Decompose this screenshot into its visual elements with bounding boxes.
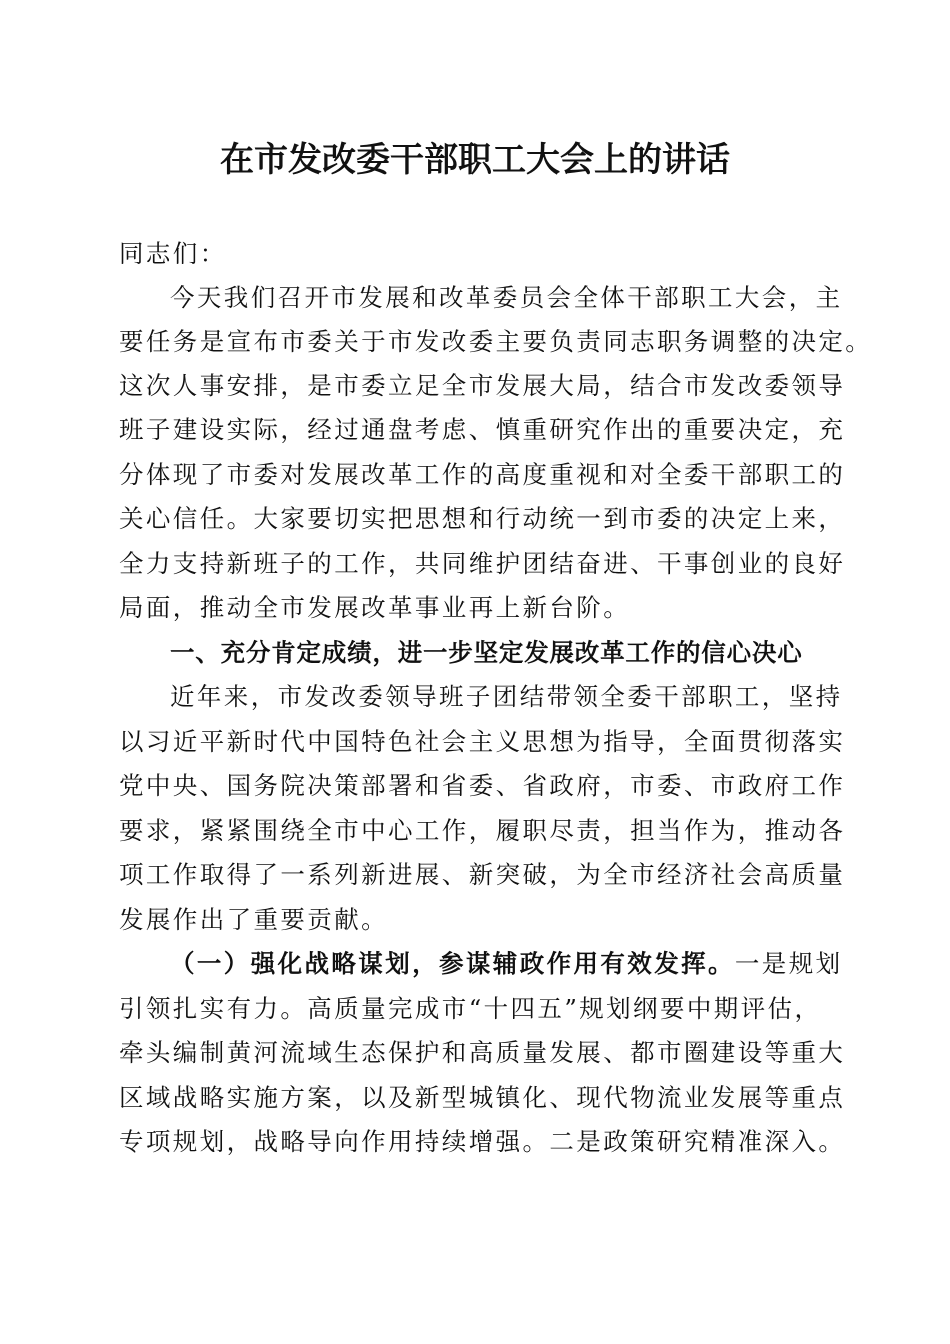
paragraph-2-line: 要求，紧紧围绕全市中心工作，履职尽责，担当作为，推动各 — [119, 816, 846, 845]
paragraph-2-line: 发展作出了重要贡献。 — [119, 905, 388, 934]
paragraph-3-line: 引领扎实有力。高质量完成市“十四五”规划纲要中期评估， — [119, 994, 822, 1023]
paragraph-1-line: 分体现了市委对发展改革工作的高度重视和对全委干部职工的 — [119, 460, 846, 489]
paragraph-2-line: 近年来，市发改委领导班子团结带领全委干部职工，坚持 — [170, 682, 843, 711]
paragraph-1-line: 这次人事安排，是市委立足全市发展大局，结合市发改委领导 — [119, 371, 846, 400]
paragraph-2-line: 项工作取得了一系列新进展、新突破，为全市经济社会高质量 — [119, 860, 846, 889]
salutation: 同志们： — [119, 239, 227, 268]
paragraph-3-line: 区域战略实施方案，以及新型城镇化、现代物流业发展等重点 — [119, 1083, 846, 1112]
paragraph-1-line: 班子建设实际，经过通盘考虑、慎重研究作出的重要决定，充 — [119, 415, 846, 444]
section-heading-1: 一、充分肯定成绩，进一步坚定发展改革工作的信心决心 — [170, 638, 803, 667]
paragraph-1-line: 今天我们召开市发展和改革委员会全体干部职工大会，主 — [170, 283, 843, 312]
paragraph-1-line: 全力支持新班子的工作，共同维护团结奋进、干事创业的良好 — [119, 549, 846, 578]
document-title: 在市发改委干部职工大会上的讲话 — [220, 140, 730, 180]
paragraph-2-line: 党中央、国务院决策部署和省委、省政府，市委、市政府工作 — [119, 771, 846, 800]
paragraph-3-line: 牵头编制黄河流域生态保护和高质量发展、都市圈建设等重大 — [119, 1038, 846, 1067]
paragraph-3-first-line — [170, 944, 843, 984]
paragraph-3-line: 专项规划，战略导向作用持续增强。二是政策研究精准深入。 — [119, 1127, 846, 1156]
subsection-heading: （一）强化战略谋划，参谋辅政作用有效发挥。 — [170, 949, 735, 978]
paragraph-1-line: 关心信任。大家要切实把思想和行动统一到市委的决定上来， — [119, 504, 846, 533]
paragraph-2-line: 以习近平新时代中国特色社会主义思想为指导，全面贯彻落实 — [119, 727, 846, 756]
paragraph-3-lead-text: 一是规划 — [734, 949, 843, 978]
paragraph-1-line: 局面，推动全市发展改革事业再上新台阶。 — [119, 593, 631, 622]
paragraph-1-line: 要任务是宣布市委关于市发改委主要负责同志职务调整的决定。 — [119, 327, 873, 356]
